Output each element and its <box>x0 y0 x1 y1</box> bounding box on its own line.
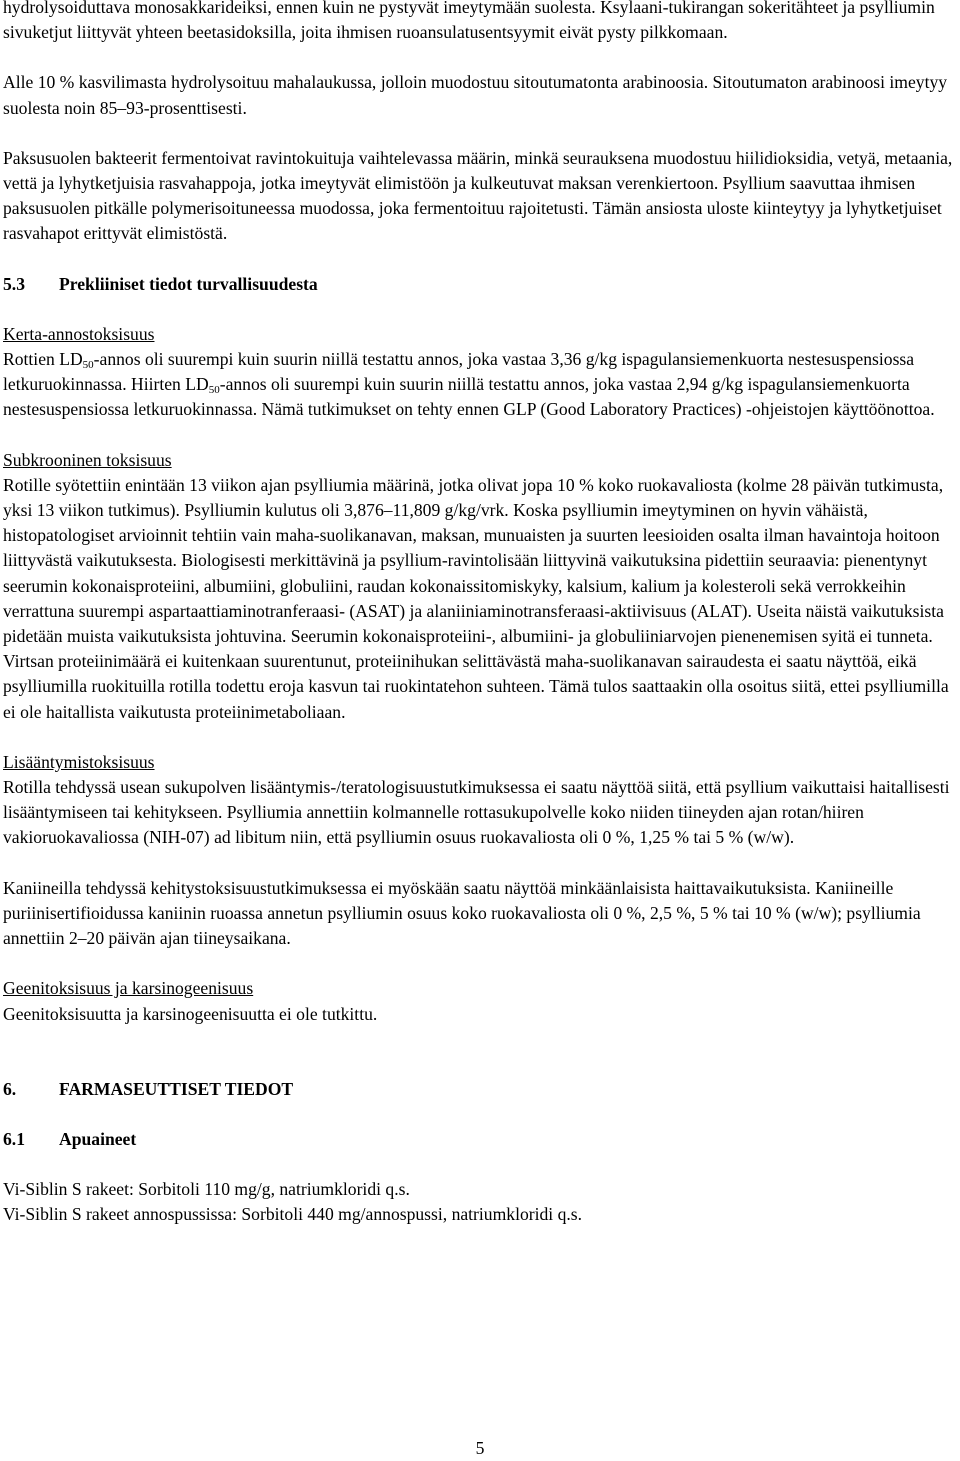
excipient-line: Vi-Siblin S rakeet annospussissa: Sorbitoli 440 mg/annospussi, natriumkloridi q.s. <box>3 1204 583 1225</box>
subsection-text: Geenitoksisuutta ja karsinogeenisuutta ei ole tutkittu. <box>3 1003 378 1024</box>
paragraph-fermentation: Paksusuolen bakteerit fermentoivat ravintokuituja vaihtelevassa määrin, minkä seurauksena muodostuu hiilidioksidia, vetyä, metaania, vettä ja lyhytketjuisia rasvahappoja, jotka imeytyvät elimistöön ja kulkeutuvat maksan verenkiertoon. Psyllium saavuttaa ihmisen paksusuolen pitkälle polymerisoituneessa muodossa, joka fermentoituu rajoitetusti. Tämän ansiosta uloste kiinteytyy ja lyhytketjuiset rasvahapot erittyvät elimistöstä. <box>3 147 953 244</box>
subsection-heading: Subkrooninen toksisuus <box>3 449 172 470</box>
document-page <box>3 0 953 1228</box>
subsection-heading: Geenitoksisuus ja karsinogeenisuus <box>3 978 254 999</box>
subsection-genotoxicity <box>3 976 953 1026</box>
spacer <box>3 1027 953 1077</box>
subsection-heading: Lisääntymistoksisuus <box>3 751 155 772</box>
section-title: Prekliiniset tiedot turvallisuudesta <box>59 273 318 294</box>
paragraph-rabbits: Kaniineilla tehdyssä kehitystoksisuustutkimuksessa ei myöskään saatu näyttöä minkäänlaisista haittavaikutuksista. Kaniineille puriinisertifioidussa kaniinin ruoassa annetun psylliumin osuus koko ruokavaliosta oli 0 %, 2,5 %, 5 % tai 10 % (w/w); psylliumia annettiin 2–20 päivän ajan tiineysaikana. <box>3 877 921 949</box>
section-heading-6 <box>3 1077 953 1102</box>
section-title: FARMASEUTTISET TIEDOT <box>59 1078 294 1099</box>
subsection-reproductive <box>3 750 953 851</box>
section-number: 5.3 <box>3 273 25 294</box>
subsection-heading: Kerta-annostoksisuus <box>3 323 155 344</box>
section-heading-5-3 <box>3 272 953 297</box>
subsection-text: Rottien $LD_{50}$-annos oli suurempi kuin suurin niillä testattu annos, joka vastaa 3,36 g/kg ispagulansiemenkuorta nestesuspensiossa letkuruokinnassa. Hiirten $LD_{50}$-annos oli suurempi kuin suurin niillä testattu annos, joka vastaa 2,94 g/kg ispagulansiemenkuorta nestesuspensiossa letkuruokinnassa. Nämä tutkimukset on tehty ennen GLP (Good Laboratory Practices) -ohjeistojen käyttöönottoa. <box>3 349 935 420</box>
subsection-subchronic <box>3 448 953 725</box>
subsection-text: Rotilla tehdyssä usean sukupolven lisääntymis-/teratologisuustutkimuksessa ei saatu näyttöä siitä, että psyllium vaikuttaisi haitallisesti lisääntymiseen tai kehitykseen. Psylliumia annettiin kolmannelle rottasukupolvelle koko niiden tiineyden ajan rotan/hiiren vakioruokavaliossa (NIH-07) ad libitum niin, että psylliumin osuus ruokavaliosta oli 0 %, 1,25 % tai 5 % (w/w). <box>3 777 950 848</box>
page-number: 5 <box>475 1438 485 1458</box>
section-heading-6-1 <box>3 1127 953 1152</box>
section-title: Apuaineet <box>59 1128 137 1149</box>
subsection-text: Rotille syötettiin enintään 13 viikon ajan psylliumia määrinä, jotka olivat jopa 10 % koko ruokavaliosta (kolme 28 päivän tutkimusta, yksi 13 viikon tutkimus). Psylliumin kulutus oli 3,876–11,809 g/kg/vrk. Koska psylliumin imeytyminen on hyvin vähäistä, histopatologiset arvioinnit tehtiin vain maha-suolikanavan, maksan, munuaisten ja suurten leesioiden osalta ilman havaintoja hoitoon liittyvästä vaikutuksesta. Biologisesti merkittävinä ja psyllium-ravintolisään liittyvinä vaikutuksina pidettiin seuraavia: pienentynyt seerumin kokonaisproteiini, albumiini, globuliini, raudan kokonaissitomiskyky, kalsium, kalium ja kolesteroli sekä verrokkeihin verrattuna suurempi aspartaattiaminotranferaasi- (ASAT) ja alaniiniaminotransferaasi-aktiivisuus (ALAT). Useita näistä vaikutuksista pidetään muista vaikutuksista johtuvina. Seerumin kokonaisproteiini-, albumiini- ja globuliiniarvojen pienenemisen syitä ei tunneta. Virtsan proteiinimäärä ei kuitenkaan suurentunut, proteiinihukan selittävästä maha-suolikanavan sairaudesta ei saatu näyttöä, eikä psylliumilla ruokituilla rotilla todettu eroja kasvun tai ruokintatehon suhteen. Tämä tulos saattaakin olla osoitus siitä, ettei psylliumilla ei ole haitallista vaikutusta proteiinimetaboliaan. <box>3 474 949 722</box>
subsection-single-dose <box>3 322 953 423</box>
section-number: 6. <box>3 1078 17 1099</box>
paragraph-arabinose: Alle 10 % kasvilimasta hydrolysoituu mahalaukussa, jolloin muodostuu sitoutumatonta arabinoosia. Sitoutumaton arabinoosi imeytyy suolesta noin 85–93-prosenttisesti. <box>3 72 948 118</box>
paragraph-hydrolysis: hydrolysoiduttava monosakkarideiksi, ennen kuin ne pystyvät imeytymään suolesta. Ksylaani-tukirangan sokeritähteet ja psylliumin sivuketjut liittyvät yhteen beetasidoksilla, joita ihmisen ruoansulatusentsyymit eivät pysty pilkkomaan. <box>3 0 935 43</box>
section-number: 6.1 <box>3 1128 25 1149</box>
excipient-line: Vi-Siblin S rakeet: Sorbitoli 110 mg/g, natriumkloridi q.s. <box>3 1179 410 1200</box>
